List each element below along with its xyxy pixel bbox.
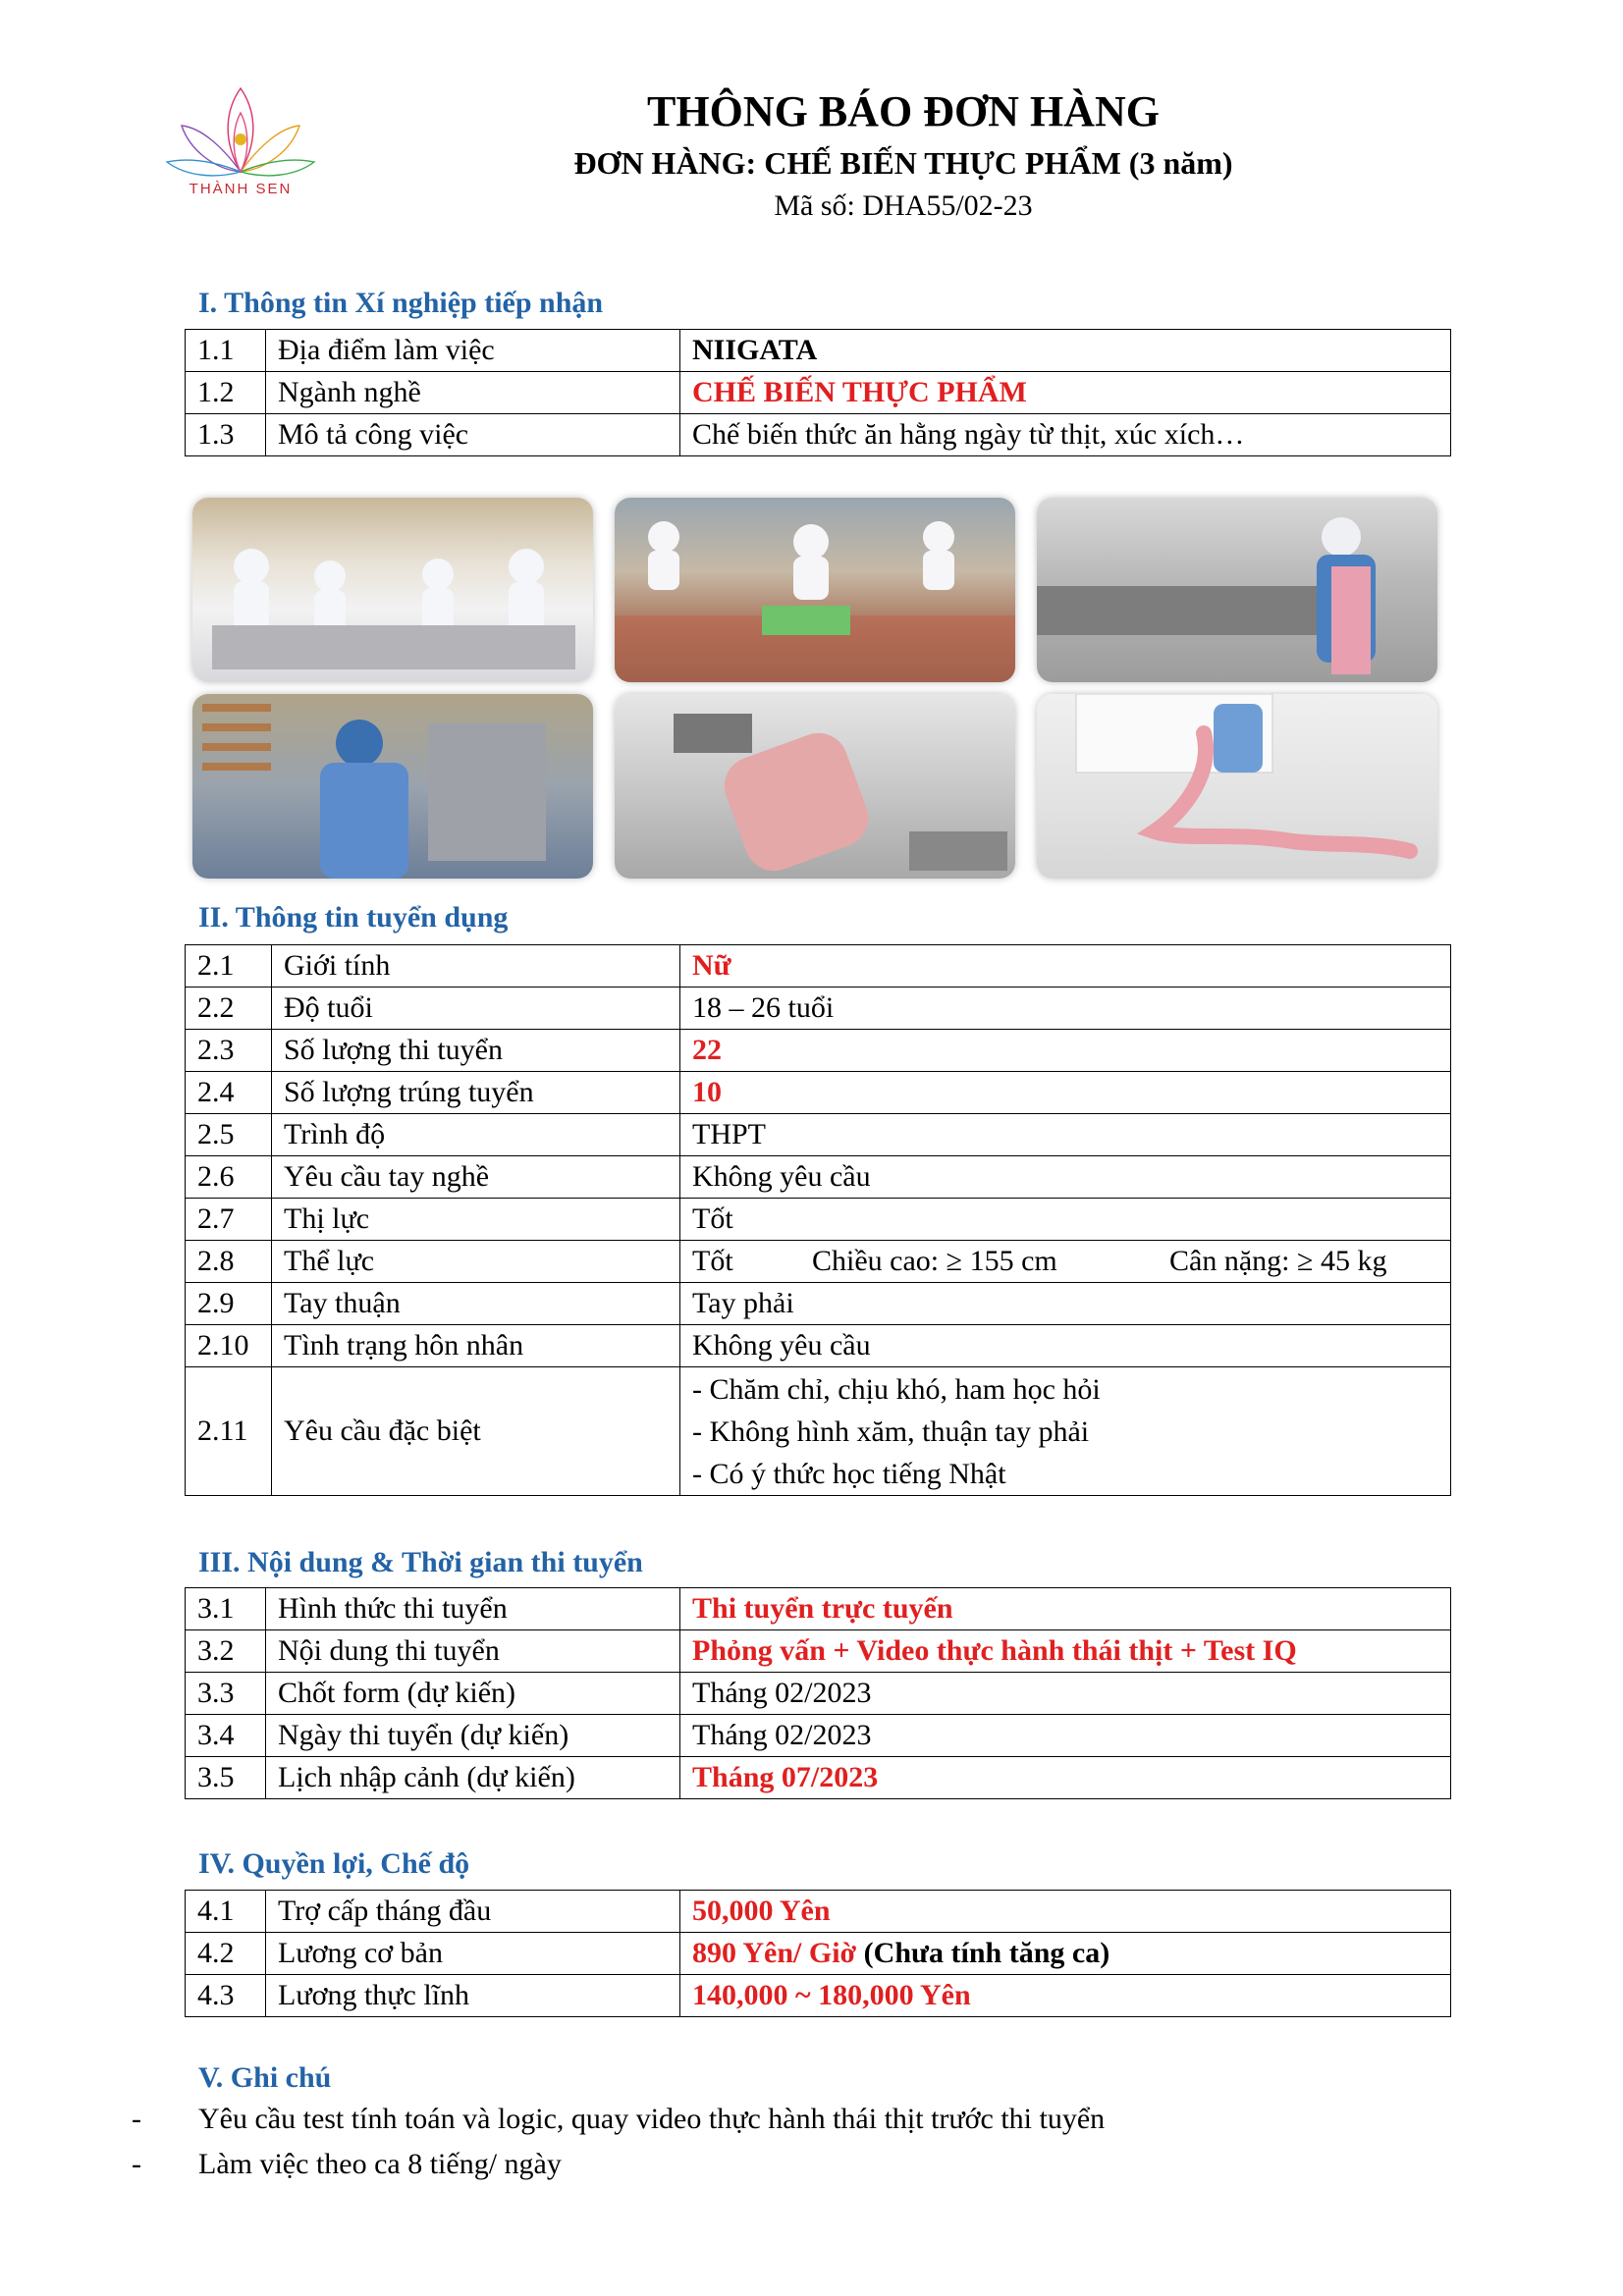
base-salary-value: 890 Yên/ Giờ	[692, 1937, 857, 1969]
row-value: CHẾ BIẾN THỰC PHẨM	[680, 372, 1451, 414]
row-label: Lương thực lĩnh	[266, 1975, 680, 2017]
row-label: Chốt form (dự kiến)	[266, 1673, 680, 1715]
row-label: Yêu cầu tay nghề	[272, 1156, 680, 1199]
row-value	[680, 1241, 1451, 1283]
row-value: Không yêu cầu	[680, 1156, 1451, 1199]
row-label: Hình thức thi tuyển	[266, 1588, 680, 1630]
section-5-heading: V. Ghi chú	[198, 2061, 332, 2094]
overtime-note: (Chưa tính tăng ca)	[863, 1937, 1110, 1969]
row-label: Trình độ	[272, 1114, 680, 1156]
table-row	[186, 1030, 1451, 1072]
physique-value: Tốt	[692, 1245, 733, 1277]
row-number: 2.6	[186, 1156, 272, 1199]
row-value: NIIGATA	[680, 330, 1451, 372]
row-number: 4.1	[186, 1891, 266, 1933]
note-text: Yêu cầu test tính toán và logic, quay video thực hành thái thịt trước thi tuyển	[198, 2103, 1106, 2135]
page-title: THÔNG BÁO ĐƠN HÀNG	[647, 87, 1160, 135]
note-item	[132, 2148, 1506, 2187]
table-row	[186, 1199, 1451, 1241]
table-row	[186, 988, 1451, 1030]
benefits-table	[185, 1890, 1451, 2017]
row-number: 4.3	[186, 1975, 266, 2017]
table-row	[186, 414, 1451, 456]
row-label: Tình trạng hôn nhân	[272, 1325, 680, 1367]
height-requirement: Chiều cao: ≥ 155 cm	[812, 1245, 1057, 1277]
special-requirement-line: - Không hình xăm, thuận tay phải	[692, 1415, 1090, 1448]
row-value: Nữ	[680, 945, 1451, 988]
row-label: Lương cơ bản	[266, 1933, 680, 1975]
row-value: Thi tuyển trực tuyến	[680, 1588, 1451, 1630]
row-number: 1.1	[186, 330, 266, 372]
table-row	[186, 1630, 1451, 1673]
row-number: 2.10	[186, 1325, 272, 1367]
row-value: Tay phải	[680, 1283, 1451, 1325]
recruitment-info-table	[185, 944, 1451, 1496]
row-value: 50,000 Yên	[680, 1891, 1451, 1933]
row-label: Nội dung thi tuyển	[266, 1630, 680, 1673]
row-label: Giới tính	[272, 945, 680, 988]
row-label: Mô tả công việc	[266, 414, 680, 456]
order-code: Mã số: DHA55/02-23	[774, 189, 1033, 222]
row-number: 3.2	[186, 1630, 266, 1673]
row-number: 2.11	[186, 1367, 272, 1496]
row-label: Yêu cầu đặc biệt	[272, 1367, 680, 1496]
special-requirement-line: - Có ý thức học tiếng Nhật	[692, 1457, 1006, 1490]
section-4-heading: IV. Quyền lợi, Chế độ	[198, 1847, 470, 1880]
photo-sausage-machine	[192, 694, 593, 879]
photo-kitchen-worker	[1037, 498, 1437, 682]
row-value: 140,000 ~ 180,000 Yên	[680, 1975, 1451, 2017]
row-number: 2.7	[186, 1199, 272, 1241]
row-value: Tốt	[680, 1199, 1451, 1241]
row-number: 2.5	[186, 1114, 272, 1156]
table-row	[186, 1114, 1451, 1156]
table-row	[186, 1673, 1451, 1715]
row-number: 3.3	[186, 1673, 266, 1715]
table-row	[186, 1588, 1451, 1630]
table-row	[186, 1325, 1451, 1367]
exam-schedule-table	[185, 1587, 1451, 1799]
section-2-heading: II. Thông tin tuyển dụng	[198, 901, 509, 934]
special-requirement-line: - Chăm chỉ, chịu khó, ham học hỏi	[692, 1372, 1101, 1406]
row-number: 3.4	[186, 1715, 266, 1757]
row-value: Không yêu cầu	[680, 1325, 1451, 1367]
row-label: Thị lực	[272, 1199, 680, 1241]
table-row	[186, 1072, 1451, 1114]
row-label: Ngành nghề	[266, 372, 680, 414]
note-text: Làm việc theo ca 8 tiếng/ ngày	[198, 2148, 562, 2180]
row-number: 2.4	[186, 1072, 272, 1114]
row-value: Chế biến thức ăn hằng ngày từ thịt, xúc xích…	[680, 414, 1451, 456]
row-number: 2.8	[186, 1241, 272, 1283]
table-row	[186, 1757, 1451, 1799]
note-item	[132, 2103, 1506, 2142]
row-value	[680, 1933, 1451, 1975]
table-row	[186, 945, 1451, 988]
row-value: Tháng 02/2023	[680, 1673, 1451, 1715]
row-number: 2.3	[186, 1030, 272, 1072]
table-row	[186, 372, 1451, 414]
row-number: 2.2	[186, 988, 272, 1030]
table-row	[186, 330, 1451, 372]
photo-meat-processing	[615, 498, 1015, 682]
row-number: 3.5	[186, 1757, 266, 1799]
table-row	[186, 1975, 1451, 2017]
table-row	[186, 1933, 1451, 1975]
order-subtitle: ĐƠN HÀNG: CHẾ BIẾN THỰC PHẨM (3 năm)	[573, 145, 1233, 181]
table-row	[186, 1715, 1451, 1757]
row-value: THPT	[680, 1114, 1451, 1156]
row-value: Tháng 02/2023	[680, 1715, 1451, 1757]
company-info-table	[185, 329, 1451, 456]
note-bullet: -	[132, 2148, 141, 2180]
row-number: 1.3	[186, 414, 266, 456]
row-label: Số lượng thi tuyển	[272, 1030, 680, 1072]
logo-text: THÀNH SEN	[189, 181, 293, 197]
row-value	[680, 1367, 1451, 1496]
section-1-heading: I. Thông tin Xí nghiệp tiếp nhận	[198, 287, 604, 319]
note-bullet: -	[132, 2103, 141, 2135]
photo-sausage-links	[1037, 694, 1437, 879]
weight-requirement: Cân nặng: ≥ 45 kg	[1169, 1245, 1387, 1277]
row-number: 3.1	[186, 1588, 266, 1630]
photo-meeting-room	[192, 498, 593, 682]
row-label: Số lượng trúng tuyển	[272, 1072, 680, 1114]
row-number: 1.2	[186, 372, 266, 414]
row-number: 2.9	[186, 1283, 272, 1325]
row-number: 2.1	[186, 945, 272, 988]
row-value: 22	[680, 1030, 1451, 1072]
table-row	[186, 1156, 1451, 1199]
row-label: Trợ cấp tháng đầu	[266, 1891, 680, 1933]
workplace-photo-collage	[192, 494, 1437, 879]
row-number: 4.2	[186, 1933, 266, 1975]
row-value: Tháng 07/2023	[680, 1757, 1451, 1799]
table-row	[186, 1891, 1451, 1933]
row-label: Tay thuận	[272, 1283, 680, 1325]
table-row	[186, 1367, 1451, 1496]
row-label: Lịch nhập cảnh (dự kiến)	[266, 1757, 680, 1799]
photo-meat-slicing	[615, 694, 1015, 879]
row-label: Ngày thi tuyển (dự kiến)	[266, 1715, 680, 1757]
table-row	[186, 1283, 1451, 1325]
row-value: Phỏng vấn + Video thực hành thái thịt + Test IQ	[680, 1630, 1451, 1673]
row-label: Thể lực	[272, 1241, 680, 1283]
row-value: 18 – 26 tuổi	[680, 988, 1451, 1030]
table-row	[186, 1241, 1451, 1283]
section-3-heading: III. Nội dung & Thời gian thi tuyển	[198, 1546, 643, 1578]
row-label: Địa điểm làm việc	[266, 330, 680, 372]
row-label: Độ tuổi	[272, 988, 680, 1030]
row-value: 10	[680, 1072, 1451, 1114]
